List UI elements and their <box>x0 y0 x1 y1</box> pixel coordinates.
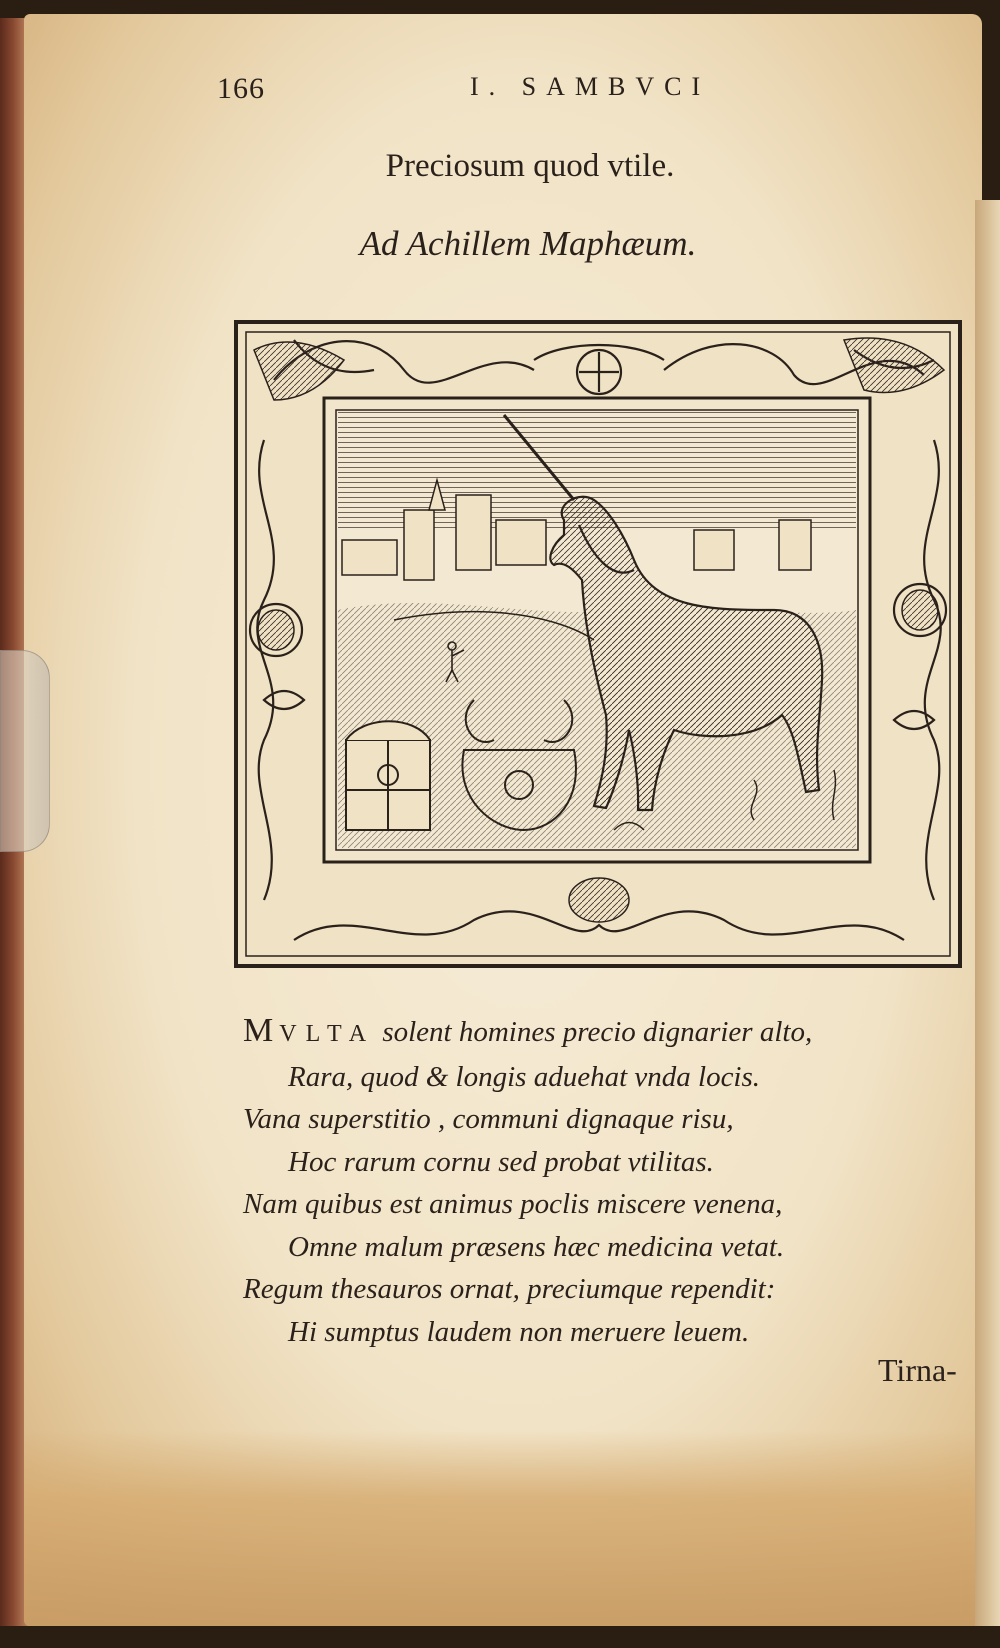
poem-line-8: Hi sumptus laudem non meruere leuem. <box>288 1315 750 1348</box>
unicorn-woodcut-illustration <box>234 320 962 968</box>
poem-line-1-text: solent homines precio dignarier alto, <box>382 1016 813 1048</box>
page-clip <box>0 650 50 852</box>
page-number: 166 <box>217 72 265 105</box>
scan-background <box>0 1626 1000 1648</box>
running-head: I. SAMBVCI <box>470 72 711 101</box>
emblem-motto: Preciosum quod vtile. <box>385 148 675 184</box>
poem-line-4: Hoc rarum cornu sed probat vtilitas. <box>288 1145 714 1178</box>
poem-line-5: Nam quibus est animus poclis miscere venena, <box>243 1188 783 1220</box>
catchword: Tirna- <box>878 1352 957 1388</box>
poem-line-7: Regum thesauros ornat, preciumque rependit: <box>243 1273 776 1305</box>
poem-line-2: Rara, quod & longis aduehat vnda locis. <box>288 1060 761 1093</box>
opening-initial: MVLTA <box>243 1012 376 1049</box>
poem-line-1 <box>243 1010 923 1056</box>
poem-line-6: Omne malum præsens hæc medicina vetat. <box>288 1230 785 1263</box>
facing-page-edge <box>975 200 1000 1630</box>
water-stain <box>24 1430 982 1626</box>
emblem-dedication: Ad Achillem Maphæum. <box>359 224 697 263</box>
poem-line-3: Vana superstitio , communi dignaque risu, <box>243 1103 734 1135</box>
emblem-epigram <box>243 1010 923 1353</box>
